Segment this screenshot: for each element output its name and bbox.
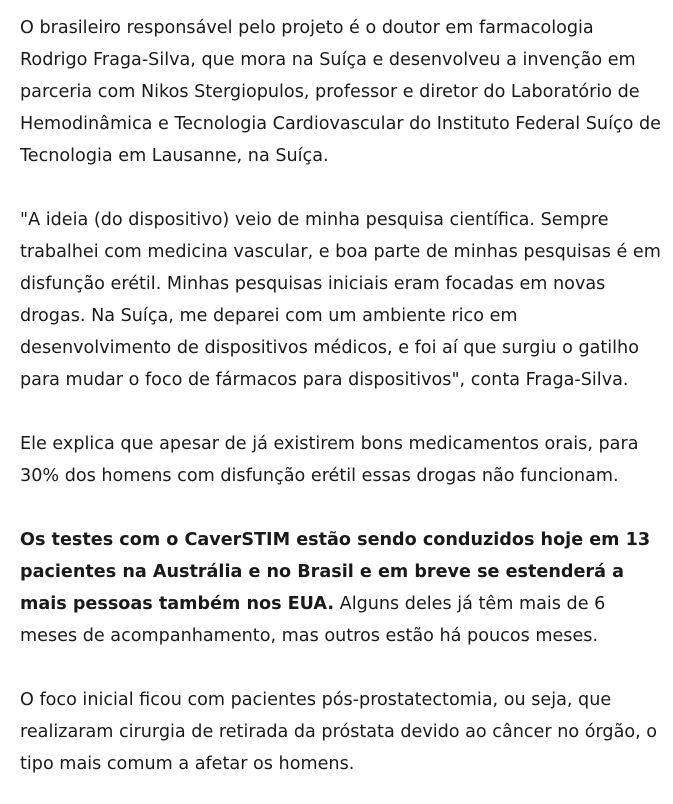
paragraph-text: Alguns deles já têm mais de 6 meses de acompanhamento, mas outros estão há poucos meses. [20,594,606,646]
paragraph: O brasileiro responsável pelo projeto é o doutor em farmacologia Rodrigo Fraga-Silva, que mora na Suíça e desenvolveu a invenção em parceria com Nikos Stergiopulos, professor e diretor do Laboratório de Hemodinâmica e Tecnologia Cardiovascular do Instituto Federal Suíço de Tecnologia em Lausanne, na Suíça. [20,18,661,166]
paragraph: Ele explica que apesar de já existirem bons medicamentos orais, para 30% dos homens com disfunção erétil essas drogas não funcionam. [20,434,639,486]
highlighted-text: Os testes com o CaverSTIM estão sendo conduzidos hoje em 13 pacientes na Austrália e no Brasil e em breve se estenderá a mais pessoas também nos EUA. [20,530,651,614]
paragraph-with-highlight [20,524,661,652]
quote-paragraph: "A ideia (do dispositivo) veio de minha pesquisa científica. Sempre trabalhei com medicina vascular, e boa parte de minhas pesquisas é em disfunção erétil. Minhas pesquisas iniciais eram focadas em novas drogas. Na Suíça, me deparei com um ambiente rico em desenvolvimento de dispositivos médicos, e foi aí que surgiu o gatilho para mudar o foco de fármacos para dispositivos", conta Fraga-Silva. [20,210,661,390]
paragraph: O foco inicial ficou com pacientes pós-prostatectomia, ou seja, que realizaram cirurgia de retirada da próstata devido ao câncer no órgão, o tipo mais comum a afetar os homens. [20,690,658,774]
